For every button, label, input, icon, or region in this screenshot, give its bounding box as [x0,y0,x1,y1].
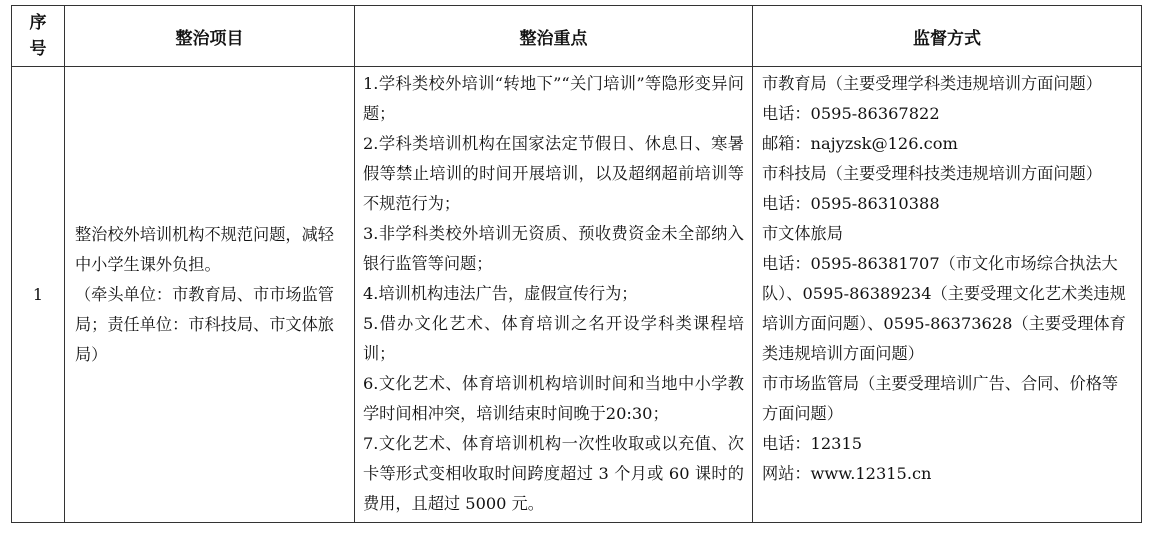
header-seq-line1: 序 [29,13,47,33]
header-item: 整治项目 [65,6,355,67]
method-culture-bureau: 市文体旅局 [762,224,843,243]
header-seq-line2: 号 [29,39,47,59]
row-focus [355,67,753,523]
row-item [65,67,355,523]
table-row [12,67,1142,523]
supervision-table [11,5,1142,523]
row-seq: 1 [12,67,65,523]
table-header-row [12,6,1142,67]
item-main-text: 整治校外培训机构不规范问题，减轻中小学生课外负担。 [75,224,334,274]
focus-point: 1.学科类校外培训“转地下”“关门培训”等隐形变异问题； [363,74,744,123]
method-education-email: 邮箱：najyzsk@126.com [762,134,958,153]
focus-point: 6.文化艺术、体育培训机构培训时间和当地中小学教学时间相冲突，培训结束时间晚于20:30； [363,374,744,423]
item-responsible-units: （牵头单位：市教育局、市市场监管局；责任单位：市科技局、市文体旅局） [75,284,334,364]
method-market-bureau: 市市场监管局（主要受理培训广告、合同、价格等方面问题） [762,374,1119,423]
row-method [753,67,1142,523]
method-market-website: 网站：www.12315.cn [762,464,932,483]
header-focus: 整治重点 [355,6,753,67]
method-science-bureau: 市科技局（主要受理科技类违规培训方面问题） [762,164,1102,183]
focus-point: 7.文化艺术、体育培训机构一次性收取或以充值、次卡等形式变相收取时间跨度超过 3 个月或 60 课时的费用，且超过 5000 元。 [363,434,744,513]
focus-point: 3.非学科类校外培训无资质、预收费资金未全部纳入银行监管等问题； [363,224,744,273]
method-education-phone: 电话：0595-86367822 [762,104,940,123]
method-culture-phone: 电话：0595-86381707（市文化市场综合执法大队）、0595-86389234（主要受理文化艺术类违规培训方面问题）、0595-86373628（主要受理体育类违规培训方面问题） [762,254,1126,363]
header-method: 监督方式 [753,6,1142,67]
method-science-phone: 电话：0595-86310388 [762,194,940,213]
focus-point: 5.借办文化艺术、体育培训之名开设学科类课程培训； [363,314,744,363]
method-market-phone: 电话：12315 [762,434,863,453]
focus-point: 2.学科类培训机构在国家法定节假日、休息日、寒暑假等禁止培训的时间开展培训，以及超纲超前培训等不规范行为； [363,134,744,213]
method-education-bureau: 市教育局（主要受理学科类违规培训方面问题） [762,74,1102,93]
header-seq [12,6,65,67]
focus-point: 4.培训机构违法广告，虚假宣传行为； [363,284,638,303]
